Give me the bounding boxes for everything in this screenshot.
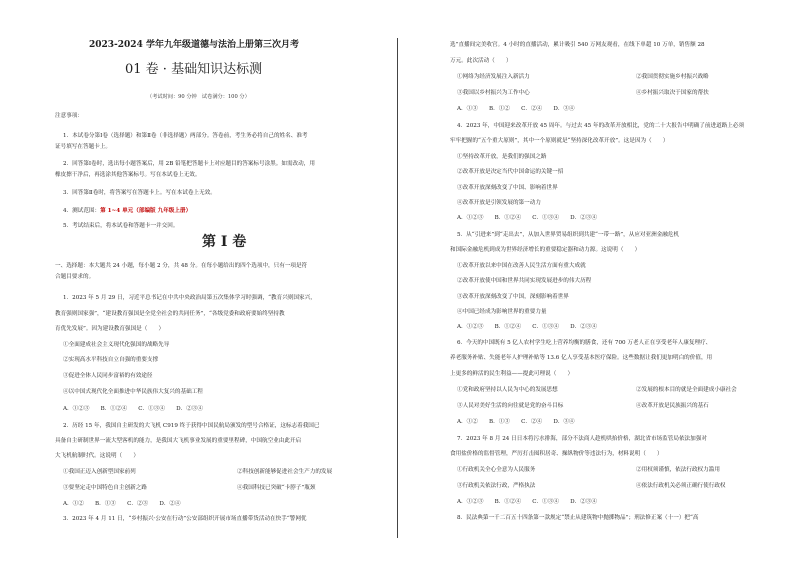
question-5-line: 5．从“引进来”到“走出去”，从加入世界贸易组织到共建“一带一路”，从应对亚洲金融危机 [457,232,680,238]
question-1-option: ②实现高水平科技自立自强的重要支撑 [63,357,159,363]
question-5-answers: A．①②③ B．①②④ C．①③④ D．②③④ [457,324,597,330]
question-1-line: 1．2023 年 5 月 29 日，习近平总书记在中共中央政治局第五次集体学习时强调，“教育兴则国家兴， [63,295,316,301]
scope-label: 4．测试范围： [63,208,101,214]
question-7-line: 食用盐价格的监督管理，严厉打击囤积居奇、操纵物价等违法行为，材料说明（ ） [450,451,663,457]
question-1-line: 育优先发展”。因为建设教育强国是（ ） [55,326,165,332]
question-3-option: ④乡村振兴取决于国家的帮扶 [636,90,709,96]
question-5-option: ②改革开放使中国和世界共同实现发展进步的伟大历程 [457,278,592,284]
question-1-answers: A．①②③ B．①②④ C．①③④ D．②③④ [63,406,203,412]
notice-line [63,208,191,215]
column-divider [397,38,398,538]
question-2-line: 2．历经 15 年，我国自主研发的大飞机 C919 终于获得中国民航局颁发的型号合格证，这标志着我国已 [63,423,320,429]
question-3-option: ②我国贯彻实施乡村振兴战略 [636,74,709,80]
question-5-option: ③改革开放深刻改变了中国，深刻影响着世界 [457,294,569,300]
question-4-line: 4．2023 年，中国迎来改革开放 45 周年。与过去 45 年的改革开放相比，党的二十大报告中明确了前进道路上必须 [457,123,745,129]
question-7-option: ④依法行政机关必须正确行使行政权 [636,483,726,489]
question-4-answers: A．①②③ B．①②④ C．①③④ D．②③④ [457,215,597,221]
section-intro: 一、选择题：本大题共 24 小题，每小题 2 分，共 48 分。在每小题给出的四个选项中，只有一项是符 [55,263,308,269]
question-3-option: ①网络为经济发展注入新活力 [457,74,530,80]
question-3-line: 万元。此次活动（ ） [450,58,512,64]
question-8-line: 8．民法典第一千二百五十四条第一款规定“禁止从建筑物中抛掷物品”；刑法修正案（十一）把“高 [457,515,699,521]
question-6-option: ②发展的根本目的就是全面建成小康社会 [636,387,737,393]
question-4-option: ④改革开放是引领发展的第一动力 [457,200,541,206]
question-7-option: ③行政机关依法行政，严格执法 [457,483,536,489]
question-2-line: 大飞机航制时代。这说明（ ） [55,453,139,459]
question-2-answers: A．①② B．①③ C．②③ D．②④ [63,501,181,507]
exam-title: 2023-2024 学年九年级道德与法治上册第三次月考 [89,40,299,50]
question-6-line: 养老服务补贴、失能老年人护理补贴等 13.6 亿人享受基本医疗保险。这些数据让我们更加明白的价值，用 [450,355,713,361]
question-3-answers: A．①③ B．①② C．②④ D．③④ [457,106,575,112]
scope-value: 第 1~4 单元（部编版 九年级上册） [100,208,192,214]
notice-line: 2．回答第Ⅰ卷时，选出每小题答案后，用 2B 铅笔把答题卡上对应题目的答案标号涂黑。如需改动，用 [63,161,315,167]
question-7-option: ①行政机关全心全意为人民服务 [457,467,536,473]
question-6-line: 6．今天的中国既有 5 亿人农村学生吃上营养均衡的膳食，还有 700 万老人正在享受老年人康复理疗、 [457,340,712,346]
question-6-answers: A．①② B．①③ C．②④ D．③④ [457,419,575,425]
notice-line: 5．考试结束后，将本试卷和答题卡一并交回。 [63,223,179,229]
question-7-option: ②用权须谨慎，依法行政权力滥用 [636,467,720,473]
notice-heading: 注意事项： [55,113,83,119]
question-2-option: ③要坚定走中国特色自主创新之路 [63,485,147,491]
question-4-line: 牢牢把握的“五个重大原则”，其中一个原则就是“坚持深化改革开放”。这是因为（ ） [450,138,669,144]
question-6-line: 上更多的鲜活的民生利益——提此可理说（ ） [450,371,574,377]
question-6-option: ③人民对美好生活的向往就是党的奋斗目标 [457,403,564,409]
section-intro: 合题目要求的。 [55,274,95,280]
notice-line: 证号填写在答题卡上。 [55,144,111,150]
question-2-option: ④我国科技已突破“卡脖子”瓶颈 [237,485,316,491]
question-2-line: 具备自主研制世界一流大型客机的能力，是我国大飞机事业发展的重要里程碑，中国航空业由此开启 [55,438,302,444]
question-6-option: ①党和政府坚持以人民为中心的发展思想 [457,387,558,393]
question-5-option: ①改革开放以来中国在改善人民生活方面有重大成就 [457,263,586,269]
question-2-option: ①我国正迈入创新型国家前列 [63,469,136,475]
question-3-line: 选”直播间完美收官。4 小时的直播活动，累计吸引 540 万网友观看，在线下单超 10 万单，销售额 28 [450,42,705,48]
question-7-line: 7．2023 年 8 月 24 日日本将污水排海，部分不法商人趁机哄抬价格，湖北省市场监管局依法加强对 [457,436,707,442]
notice-line: 橡皮擦干净后，再选涂其他答案标号。写在本试卷上无效。 [55,172,201,178]
question-1-option: ④以中国式现代化全面推进中华民族伟大复兴的基础工程 [63,389,203,395]
question-7-answers: A．①②③ B．①②④ C．①③④ D．②③④ [457,499,597,505]
question-5-option: ④中国已经成为影响世界的重要力量 [457,309,547,315]
notice-line: 1．本试卷分第Ⅰ卷（选择题）和第Ⅱ卷（非选择题）两部分。答卷前，考生务必将自己的姓名、准考 [63,133,308,139]
exam-subtitle: 01 卷 · 基础知识达标测 [125,62,263,77]
question-3-line: 3．2023 年 4 月 11 日，“乡村振兴·公安在行动”公安部组织开展市场直播带货活动在快手“警网优 [63,516,307,522]
question-4-option: ①坚持改革开放，是我们的强国之路 [457,154,547,160]
question-4-option: ③改革开放深刻改变了中国、影响着世界 [457,185,558,191]
section-heading: 第 I 卷 [202,234,247,250]
notice-line: 3．回答第Ⅱ卷时，将答案写在答题卡上。写在本试卷上无效。 [63,190,216,196]
question-3-option: ③我国以乡村振兴为工作中心 [457,90,530,96]
question-5-line: 和国际金融危机到成为世界经济增长的重要稳定器和动力源。这说明（ ） [450,247,641,253]
question-2-option: ②科技创新能够促进社会生产力的发展 [237,469,333,475]
exam-info: （考试时间：90 分钟 试卷满分：100 分） [147,94,250,100]
question-4-option: ②改革开放是决定当代中国命运的关键一招 [457,169,564,175]
question-1-option: ①全面建成社会主义现代化强国的战略先导 [63,342,170,348]
question-1-line: 教育强则国家强”，“建设教育强国是全党全社会的共同任务”，“各级党委和政府要始终坚持教 [55,311,285,317]
question-6-option: ④改革开放是民族振兴的基石 [636,403,709,409]
question-1-option: ③促进全体人民同步富裕的有效途径 [63,373,153,379]
